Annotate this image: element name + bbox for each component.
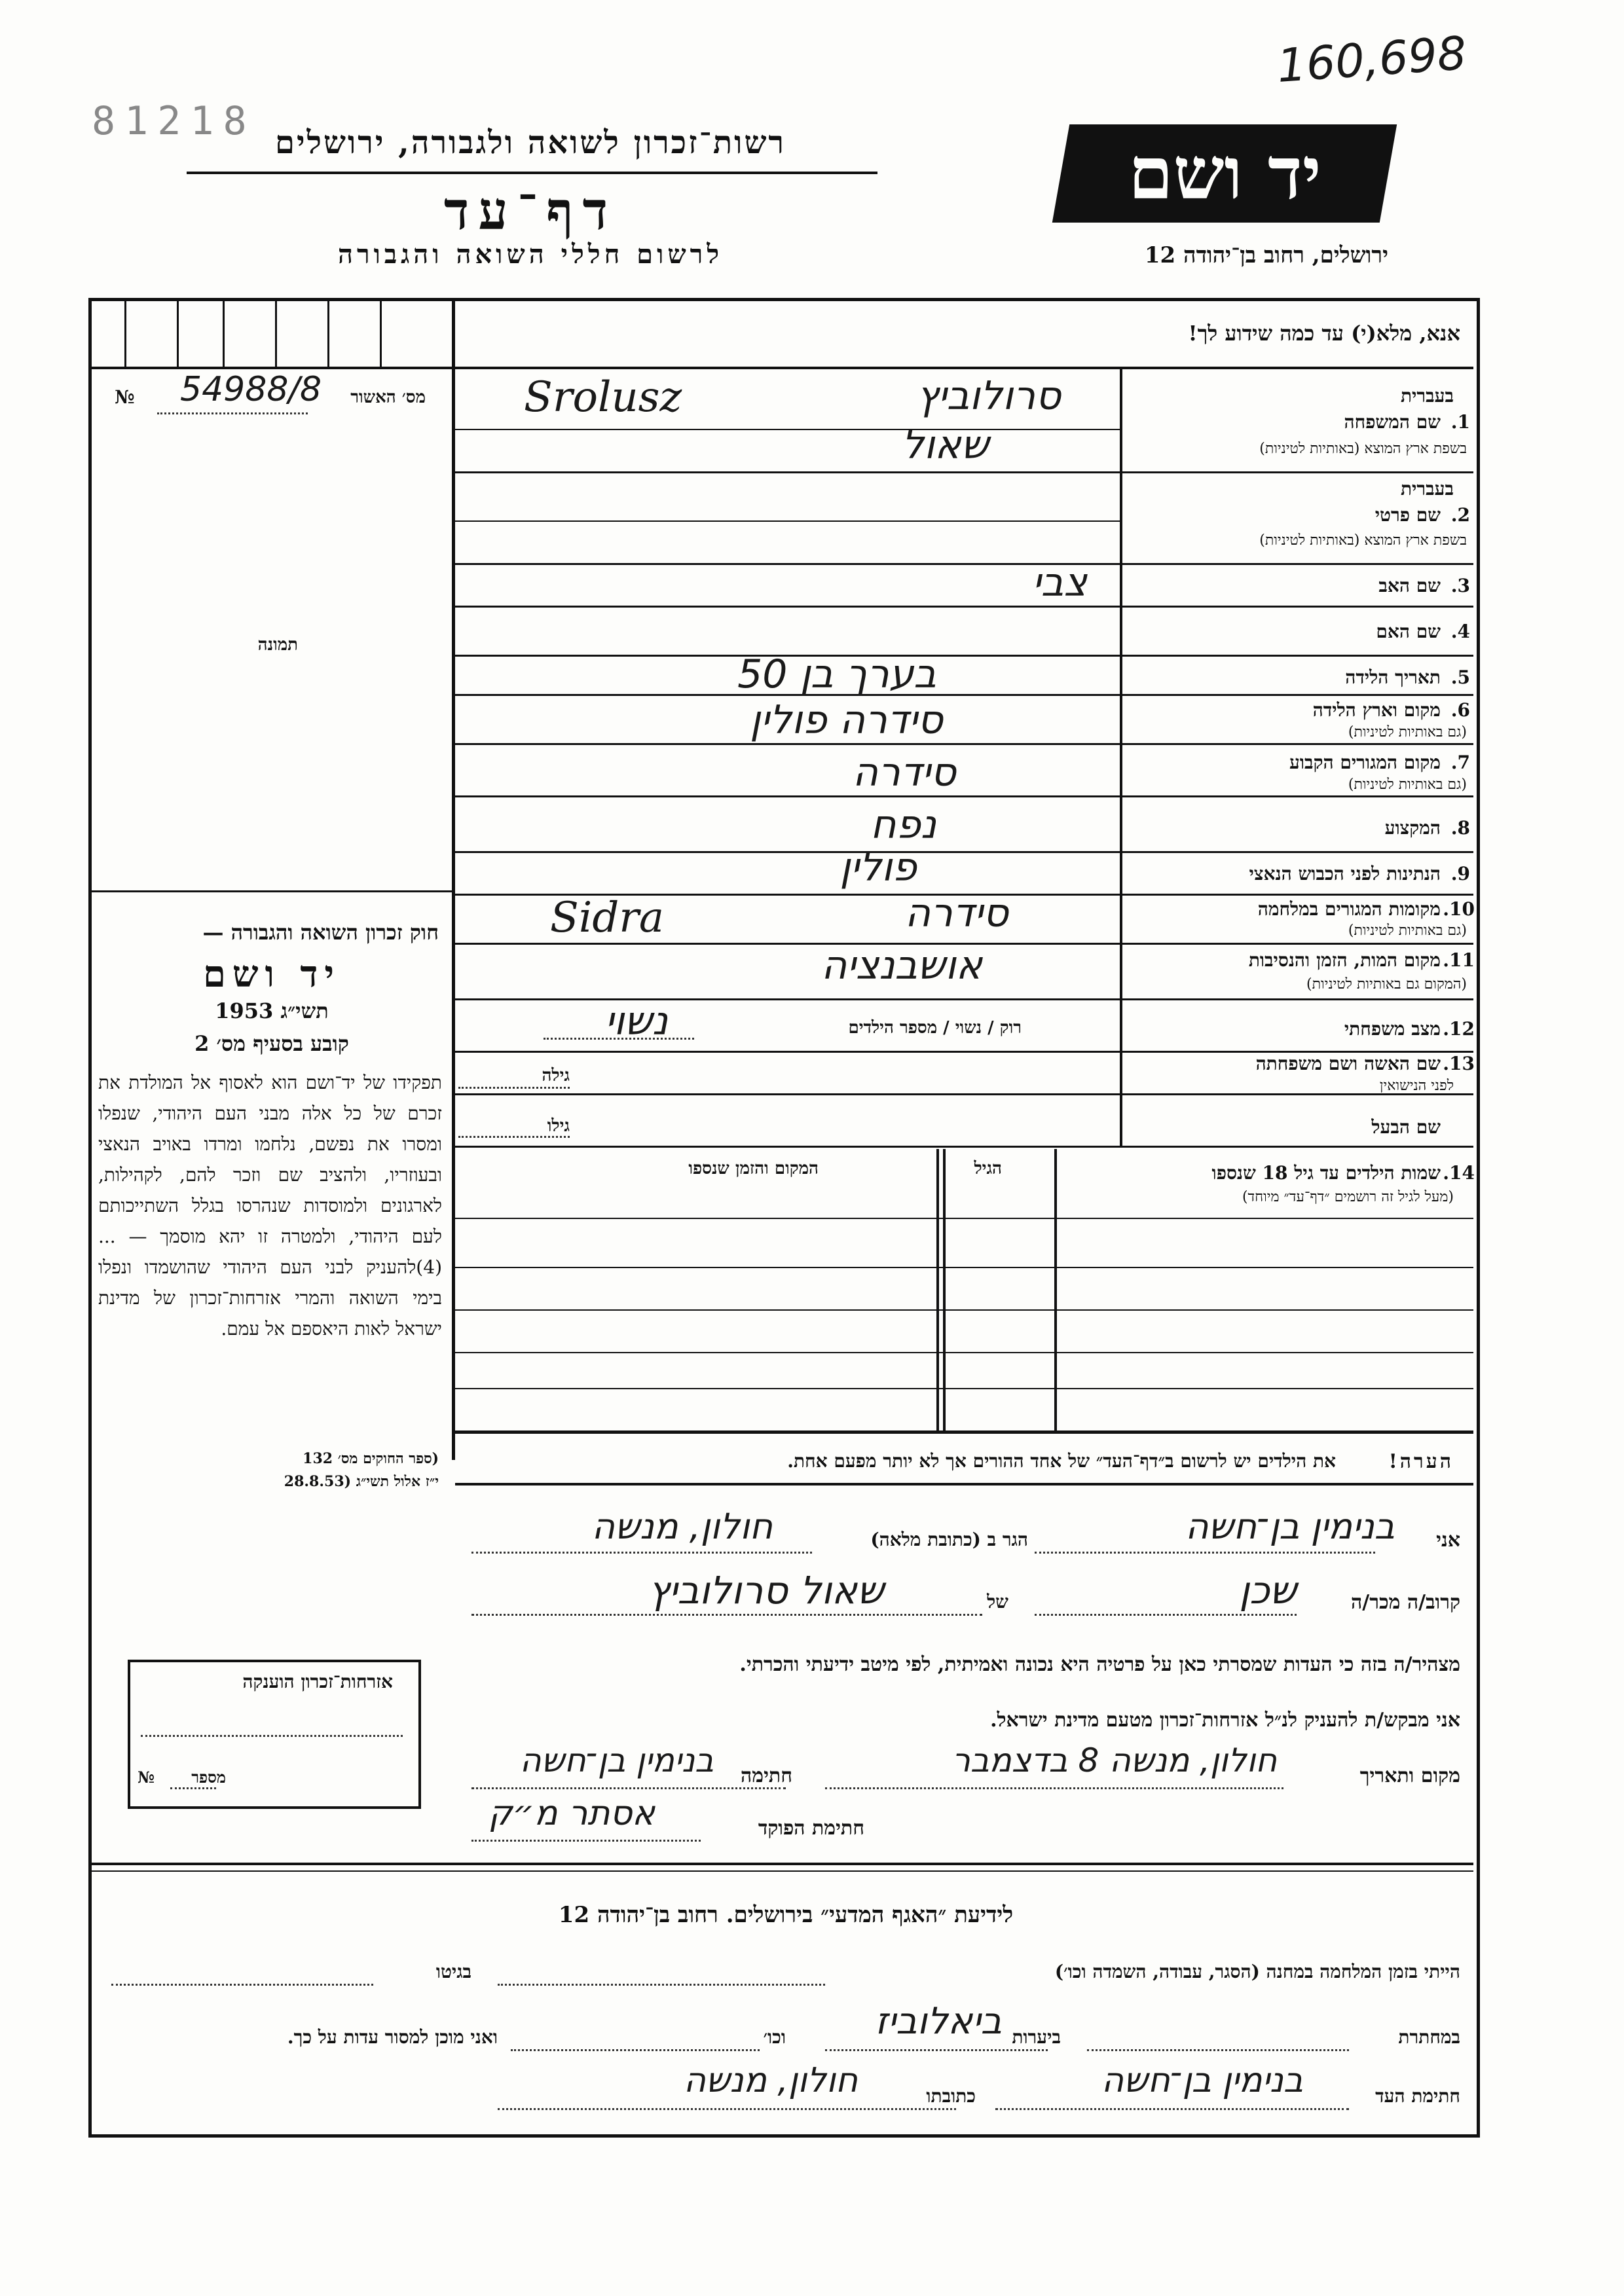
field-1-lang: בעברית [1400, 385, 1454, 407]
law-text: תפקידו של יד־ושם הוא לאסוף אל המולדת את זכרם של כל אלה מבני העם היהודי, שנפלו ומסרו את נפשם, נלחמו ומרדו באויב הנאצי ובעוזריו, ולהציב שם וזכר להם, לקהילות, לארגונים ולמוסדות שנהרסו בגלל השתייכותם לעם היהודי, ולמטרה זו יהא מוסמך — ...(4)להעניק לבני העם היהודי שהושמדו ונפלו בימי השואה והמרי אזרחות־זכרון של מדינת ישראל לאות היאספם אל עמם. [98, 1072, 442, 1339]
decl-place-date-label: מקום ותאריך [1359, 1764, 1460, 1787]
field-3-number: 3. [1450, 575, 1470, 596]
field-1-number: 1. [1450, 411, 1470, 433]
bottom-etc: וכו׳ [763, 2026, 786, 2048]
decl-resides: הגר ב (כתובת מלאה) [870, 1529, 1028, 1550]
note-bottom [455, 1483, 1473, 1485]
decl-officer-value: אסתר מ״ק [488, 1794, 655, 1833]
citizenship-line [141, 1735, 403, 1737]
field-13-age-label: גילה [542, 1066, 570, 1085]
field-1-value-latin: Srolusz [524, 373, 682, 422]
decl-officer-label: חתימת הפוקד [758, 1817, 864, 1840]
field-10-sublabel: (גם באותיות לטיניות) [1348, 922, 1467, 939]
bottom-forests: ביערות [1012, 2026, 1061, 2048]
row-border [455, 471, 1473, 473]
decl-name-value: בנימין בן־חשה [1185, 1506, 1395, 1547]
instructions-text: אנא, מלא(י) עד כמה שידוע לך! [1188, 321, 1460, 346]
decl-statement: מצהיר/ה בזה כי העדות שמסרתי כאן על פרטיה היא נכונה ואמיתית, לפי מיטב ידיעתי והכרתי. [739, 1653, 1460, 1676]
code-box-tick [275, 301, 277, 367]
registration-value: 54988/8 [180, 370, 322, 409]
field-10-value-latin: Sidra [550, 894, 665, 942]
field-8-value: נפח [870, 802, 936, 848]
children-row-line [455, 1218, 1473, 1219]
field-9-number: 9. [1450, 863, 1470, 884]
ghetto-line [111, 1984, 373, 1986]
field-3-label: שם האב [1378, 575, 1441, 596]
row-border [455, 606, 1473, 608]
archive-stamp: 81218 [92, 98, 256, 144]
field-6-value: סידרה פולין [750, 697, 943, 743]
citizenship-title: אזרחות־זכרון הוענקה [242, 1671, 393, 1692]
field-13-age-line [458, 1087, 570, 1089]
bottom-witness-sig-value: בנימין בן־חשה [1101, 2061, 1303, 2100]
decl-address-value: חולון, מנשה [591, 1506, 773, 1547]
field-5-number: 5. [1450, 666, 1470, 688]
field-1-label: שם המשפחה [1344, 411, 1441, 433]
law-year: תשי״ג 1953 [215, 998, 329, 1023]
children-table-bottom [455, 1430, 1473, 1434]
field-9-label: הנתינות לפני הכבוש הנאצי [1249, 863, 1441, 884]
decl-relative-line [1035, 1614, 1297, 1616]
law-heading: חוק זכרון השואה והגבורה — [202, 920, 439, 945]
field-13-number: 13. [1443, 1053, 1475, 1074]
form-title: דף־עד [443, 180, 618, 242]
field-2-number: 2. [1450, 504, 1470, 526]
field-11-number: 11. [1443, 949, 1475, 971]
field-13-sublabel: לפני הנישואין [1379, 1078, 1454, 1094]
field-1-sublabel: בשפת ארץ המוצא (באותיות לטיניות) [1259, 441, 1467, 457]
children-row-line [455, 1352, 1473, 1353]
children-col-age: הגיל [974, 1159, 1002, 1178]
authority-name: רשות־זכרון לשואה ולגבורה, ירושלים [274, 124, 786, 161]
field-1b-value: שאול [901, 422, 989, 468]
decl-of-line [471, 1614, 982, 1616]
decl-relative-label: קרוב/ה מכר/ה [1351, 1591, 1460, 1614]
decl-place-date-line [825, 1787, 1283, 1789]
instruction-row-border [92, 367, 1473, 369]
bottom-section-divider [92, 1863, 1473, 1865]
archive-number: 160,698 [1275, 26, 1468, 93]
row-border [455, 694, 1473, 696]
children-col-divider [943, 1149, 946, 1434]
field-2-sublabel: בשפת ארץ המוצא (באותיות לטיניות) [1259, 532, 1467, 549]
children-row-line [455, 1267, 1473, 1268]
field-12-number: 12. [1443, 1018, 1475, 1040]
field-5-value: בערך בן 50 [737, 651, 936, 697]
field-7-sublabel: (גם באותיות לטיניות) [1348, 776, 1467, 793]
field-7-value: סידרה [852, 750, 956, 795]
left-column-divider [452, 301, 455, 1460]
husband-label: שם הבעל [1371, 1116, 1441, 1138]
field-5-label: תאריך הלידה [1345, 666, 1441, 688]
field-6-sublabel: (גם באותיות לטיניות) [1348, 724, 1467, 740]
law-clause: קובע בסעיף מס׳ 2 [194, 1031, 349, 1056]
header-address: ירושלים, רחוב בן־יהודה 12 [1144, 242, 1388, 268]
partisans-line [1087, 2049, 1349, 2051]
code-box-tick [223, 301, 225, 367]
bottom-address-value: חולון, מנשה [683, 2061, 858, 2100]
field-6-label: מקום וארץ הלידה [1312, 699, 1441, 721]
field-4-number: 4. [1450, 621, 1470, 642]
camp-line [498, 1984, 825, 1986]
logo-text: יד ושם [1128, 131, 1321, 215]
sub-row-line [455, 429, 1120, 430]
field-11-sublabel: (המקום גם באותיות לטיניות) [1306, 976, 1467, 993]
decl-signature-label: חתימה [741, 1764, 792, 1787]
husband-age-label: גילו [547, 1116, 570, 1136]
field-8-label: המקצוע [1384, 817, 1441, 839]
sub-row-line [455, 520, 1120, 522]
row-border [455, 851, 1473, 853]
children-col-place: המקום והזמן שנספו [688, 1159, 819, 1178]
label-column-divider [1120, 367, 1122, 1146]
children-row-line [455, 1388, 1473, 1389]
field-6-number: 6. [1450, 699, 1470, 721]
witness-address-line [498, 2108, 956, 2110]
decl-ani: אני [1436, 1529, 1460, 1552]
field-10-value-hebrew: סידרה [904, 890, 1008, 936]
decl-relative-value: שכן [1239, 1568, 1297, 1613]
field-7-number: 7. [1450, 752, 1470, 773]
field-14-sublabel: (מעל לגיל זה רושמים ״דף־עד״ מיוחד) [1242, 1189, 1454, 1205]
decl-request: אני מבקש/ת להעניק לנ״ל אזרחות־זכרון מטעם מדינת ישראל. [990, 1709, 1460, 1732]
bottom-ready: ואני מוכן למסור עדות על כך. [287, 2026, 498, 2048]
note-label: הערה! [1388, 1450, 1454, 1473]
bottom-line1: הייתי בזמן המלחמה במחנה (הסגר, עבודה, השמדה וכו׳) [1054, 1961, 1460, 1982]
decl-signature-value: בנימין בן־חשה [519, 1741, 714, 1779]
form-subtitle: לרשום חללי השואה והגבורה [337, 239, 724, 270]
field-9-value: פולין [840, 845, 917, 890]
field-3-value: צבי [1032, 560, 1087, 606]
decl-place-date-value: חולון, מנשה 8 בדצמבר [951, 1741, 1277, 1779]
field-1-value-hebrew: סרולוביץ [916, 373, 1061, 419]
field-7-label: מקום המגורים הקבוע [1289, 752, 1441, 773]
yad-vashem-logo [1052, 124, 1397, 223]
row-border [455, 1093, 1473, 1095]
decl-name-line [1035, 1552, 1375, 1554]
decl-signature-line [471, 1787, 786, 1789]
field-13-label: שם האשה ושם משפחתה [1255, 1053, 1441, 1074]
children-col-divider [1054, 1149, 1057, 1434]
field-4-label: שם האם [1376, 621, 1441, 642]
law-box-top [92, 890, 452, 892]
field-12-label: מצב משפחתי [1344, 1018, 1441, 1040]
field-2-lang: בעברית [1400, 478, 1454, 500]
decl-of-value: שאול סרולוביץ [648, 1568, 884, 1613]
law-source: (ספר החוקים מס׳ 132 [303, 1450, 439, 1467]
code-box-tick [327, 301, 329, 367]
bottom-section-divider-thin [92, 1870, 1473, 1872]
row-border [455, 743, 1473, 745]
witness-sig-line [995, 2108, 1349, 2110]
code-box-tick [124, 301, 126, 367]
etc-line [511, 2049, 760, 2051]
registration-prefix: № [115, 386, 135, 408]
field-2-label: שם פרטי [1375, 504, 1441, 526]
decl-officer-line [471, 1840, 701, 1842]
field-8-number: 8. [1450, 817, 1470, 839]
husband-age-line [458, 1136, 570, 1138]
note-text: את הילדים יש לרשום ב״דף־העד״ של אחד ההורים אך לא יותר מפעם אחת. [787, 1450, 1336, 1472]
code-box-tick [177, 301, 179, 367]
children-col-divider [936, 1149, 939, 1434]
row-border [455, 1146, 1473, 1148]
forests-line [825, 2049, 1048, 2051]
field-12-options: רוק / נשוי / מספר הילדים [848, 1018, 1022, 1038]
field-10-label: מקומות המגורים במלחמה [1257, 898, 1441, 920]
citizenship-number-label: מספר [191, 1768, 226, 1787]
field-11-value: אושבנציה [821, 943, 982, 989]
bottom-ghetto: בגיטו [435, 1961, 471, 1982]
children-row-line [455, 1309, 1473, 1311]
bottom-partisans: במחתרת [1398, 2026, 1460, 2048]
law-logo: יד ושם [202, 953, 341, 996]
citizenship-number-prefix: № [138, 1768, 155, 1787]
row-border [455, 655, 1473, 657]
field-10-number: 10. [1443, 898, 1475, 920]
row-border [455, 563, 1473, 565]
bottom-witness-sig: חתימת העד [1375, 2085, 1460, 2107]
decl-address-line [471, 1552, 812, 1554]
bottom-address-label: כתובתו [926, 2085, 976, 2107]
bottom-forests-value: ביאלוביז [875, 2000, 1002, 2043]
field-14-label: שמות הילדים עד גיל 18 שנספו [1211, 1162, 1441, 1184]
bottom-heading: לידיעת ״האגף המדעי״ בירושלים. רחוב בן־יהודה 12 [558, 1902, 1014, 1928]
field-12-value: נשוי [604, 998, 668, 1044]
citizenship-number-line [170, 1787, 216, 1789]
photo-label: תמונה [257, 635, 298, 655]
decl-of: של [987, 1591, 1008, 1613]
authority-underline [187, 172, 877, 174]
field-14-number: 14. [1443, 1162, 1475, 1184]
row-border [455, 795, 1473, 797]
registration-line [157, 412, 308, 414]
code-box-tick [380, 301, 382, 367]
registration-label: מס׳ האשור [350, 388, 426, 407]
field-11-label: מקום המות, הזמן והנסיבות [1248, 949, 1441, 971]
law-source-date: י״ז אלול תשי״ג (28.8.53 [284, 1473, 439, 1490]
